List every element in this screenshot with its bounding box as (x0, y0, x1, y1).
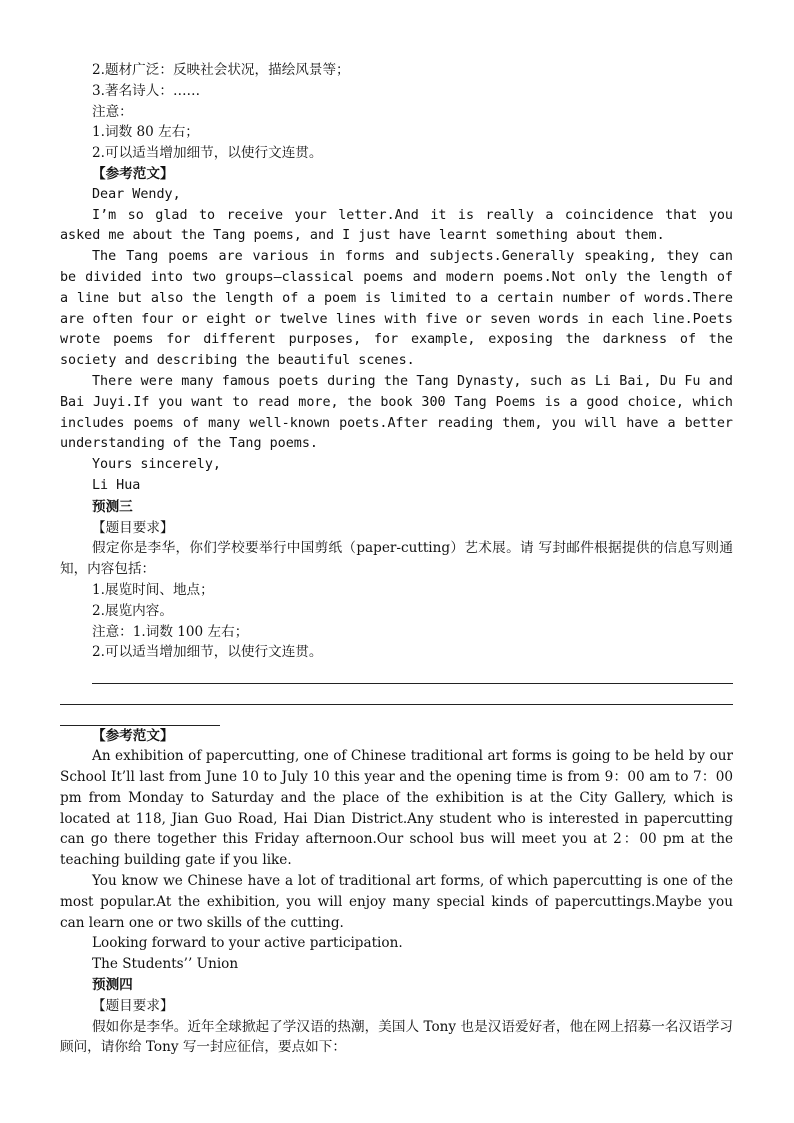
section-title: 预测四 (92, 977, 133, 994)
letter-paragraph: There were many famous poets during the Tang Dynasty, such as Li Bai, Du Fu and Bai Juyi.If you want to read more, the book 300 Tang Poems is a good choice, which includes poems of many well-known poets.After reading them, you will have a better understanding of the Tang poems. (60, 373, 733, 452)
list-item: 2.可以适当增加细节，以使行文连贯。 (92, 145, 323, 162)
list-item: 1.展览时间、地点； (92, 581, 214, 598)
sample-notice (60, 746, 733, 975)
letter-paragraph: I’m so glad to receive your letter.And it is really a coincidence that you asked me about the Tang poems, and I just have learnt something about them. (60, 207, 733, 244)
answer-line (92, 663, 733, 684)
letter-salutation: Dear Wendy, (92, 186, 181, 202)
reference-heading: 【参考范文】 (92, 727, 174, 744)
intro-list (60, 60, 733, 164)
list-item: 注意： (92, 103, 133, 120)
letter-signature: Li Hua (92, 477, 141, 493)
requirement-heading: 【题目要求】 (92, 997, 174, 1014)
notice-paragraph: You know we Chinese have a lot of traditional art forms, of which papercutting is one of the most popular.At the exhibition, you will enjoy many special kinds of papercuttings.Maybe you can learn one or two skills of the cutting. (60, 873, 733, 931)
list-item: 2.题材广泛：反映社会状况，描绘风景等； (92, 62, 350, 78)
reference-heading: 【参考范文】 (92, 165, 174, 182)
list-item: 注意：1.词数 100 左右； (92, 623, 249, 640)
letter-closing: Yours sincerely, (92, 457, 221, 473)
notice-signature: The Students’’ Union (92, 956, 239, 973)
requirement-heading: 【题目要求】 (92, 519, 174, 536)
list-item: 2.展览内容。 (92, 602, 173, 619)
answer-line (60, 705, 220, 726)
answer-line (60, 684, 733, 705)
requirement-text: 假定你是李华，你们学校要举行中国剪纸（paper-cutting）艺术展。请 写封邮件根据提供的信息写则通知，内容包括： (60, 540, 733, 578)
answer-lines (60, 663, 733, 725)
document-page (60, 60, 733, 1058)
letter-paragraph: The Tang poems are various in forms and subjects.Generally speaking, they can be divided into two groups—classical poems and modern poems.Not only the length of a line but also the length of a poem is limited to a certain number of words.There are often four or eight or twelve lines with five or seven words in each line.Poets wrote poems for different purposes, for example, exposing the darkness of the society and describing the beautiful scenes. (60, 249, 733, 369)
notice-paragraph: Looking forward to your active participation. (92, 935, 403, 952)
list-item: 3.著名诗人：…… (92, 82, 201, 99)
section-title: 预测三 (92, 498, 133, 515)
list-item: 2.可以适当增加细节，以使行文连贯。 (92, 644, 323, 661)
notice-paragraph: An exhibition of papercutting, one of Chinese traditional art forms is going to be held by our School It’ll last from June 10 to July 10 this year and the opening time is from 9：00 am to 7：00 pm from Monday to Saturday and the place of the exhibition is at the City Gallery, which is located at 118, Jian Guo Road, Hai Dian District.Any student who is interested in papercutting can go there together this Friday afternoon.Our school bus will meet you at 2：00 pm at the teaching building gate if you like. (60, 748, 733, 869)
sample-letter (60, 185, 733, 497)
requirement-text: 假如你是李华。近年全球掀起了学汉语的热潮，美国人 Tony 也是汉语爱好者，他在网上招募一名汉语学习顾问，请你给 Tony 写一封应征信，要点如下： (60, 1018, 733, 1056)
list-item: 1.词数 80 左右； (92, 124, 199, 141)
